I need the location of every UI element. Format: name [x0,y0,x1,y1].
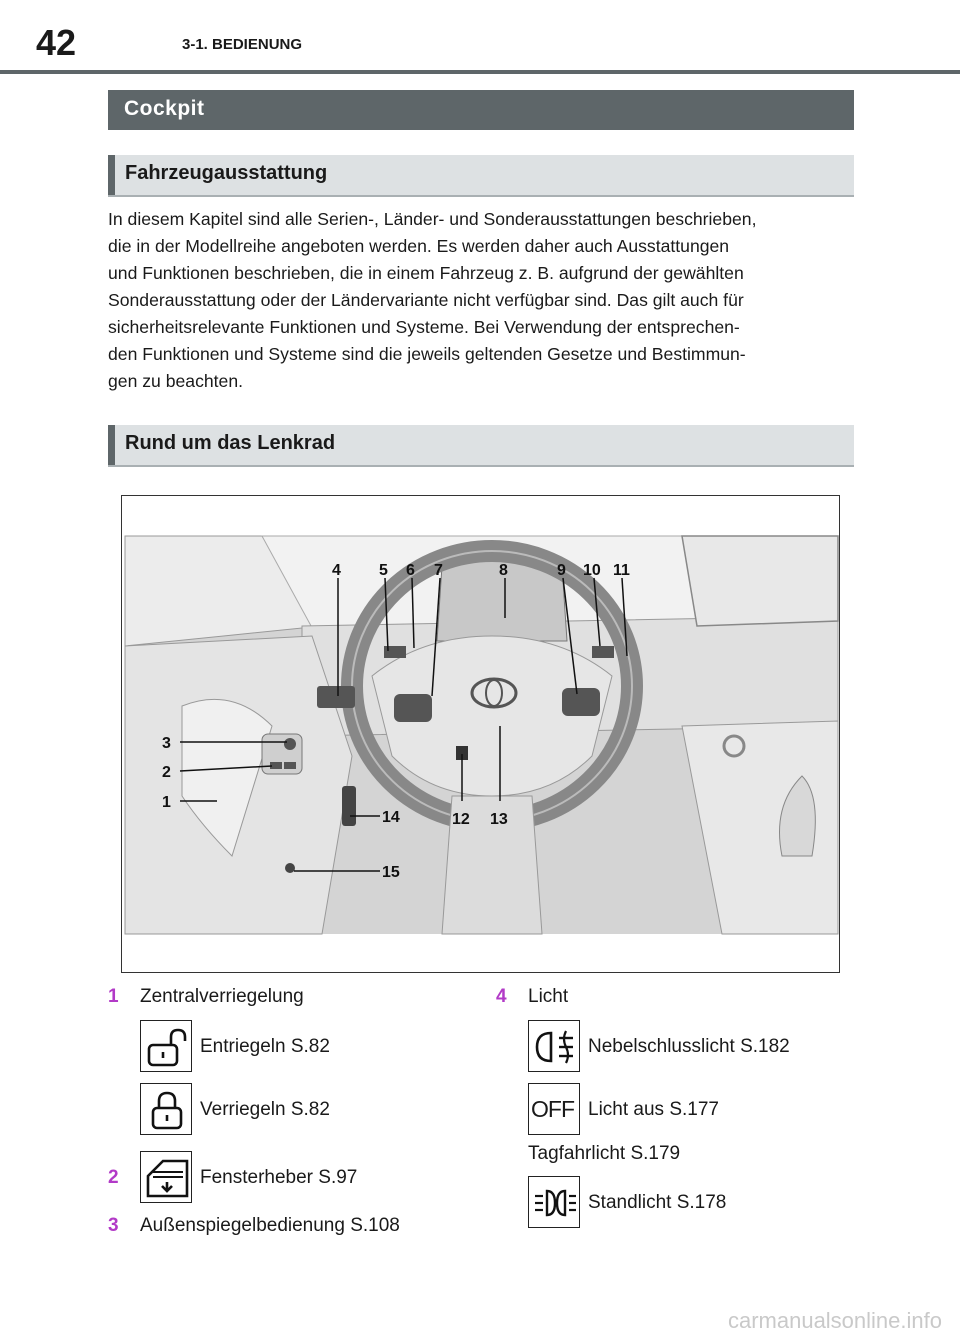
lights-off-label: OFF [531,1096,574,1122]
center-display [682,536,838,626]
watermark: carmanualsonline.info [727,1308,942,1333]
legend-parking-light-text: Standlicht S.178 [588,1192,727,1213]
bonnet-release [342,786,356,826]
right-wheel-buttons [562,688,600,716]
legend-number-1: 1 [108,986,119,1007]
legend-number-3: 3 [108,1215,119,1236]
section-title-cockpit: Cockpit [124,97,205,120]
legend-label-central-locking: Zentralverriegelung [140,986,304,1007]
callout-3: 3 [162,735,171,752]
callout-1: 1 [162,794,171,811]
window-lift-icon [140,1151,192,1203]
legend-number-4: 4 [496,986,507,1007]
unlock-icon [140,1020,192,1072]
section-bar-cockpit [108,90,854,130]
wiper-lever [592,646,614,658]
header-rule [0,70,960,74]
callout-6: 6 [406,562,415,579]
intro-line: den Funktionen und Systeme sind die jeweils geltenden Gesetze und Bestimmun- [108,344,746,364]
intro-line: In diesem Kapitel sind alle Serien-, Länder- und Sonderausstattungen beschrieben, [108,209,757,229]
legend-lock-text: Verriegeln S.82 [200,1099,330,1120]
intro-line: sicherheitsrelevante Funktionen und Systeme. Bei Verwendung der entsprechen- [108,317,740,337]
legend-label-lights: Licht [528,986,569,1007]
legend-daytime-light-text: Tagfahrlicht S.179 [528,1143,681,1164]
light-control [317,686,355,708]
callout-14: 14 [382,809,400,826]
left-wheel-buttons [394,694,432,722]
chapter-title: 3-1. BEDIENUNG [182,36,303,53]
window-switch [284,762,296,769]
callout-5: 5 [379,562,388,579]
callout-9: 9 [557,562,566,579]
legend-mirror-text: Außenspiegelbedienung S.108 [140,1215,400,1236]
callout-4: 4 [332,562,341,579]
legend-number-2: 2 [108,1167,119,1188]
callout-15: 15 [382,864,400,881]
intro-paragraph [108,206,854,395]
intro-line: Sonderausstattung oder der Ländervariante nicht verfügbar sind. Das gilt auch für [108,290,744,310]
page-number: 42 [36,22,77,63]
callout-8: 8 [499,562,508,579]
subsection-bar-equipment [108,155,854,197]
intro-line: und Funktionen beschrieben, die in einem Fahrzeug z. B. aufgrund der gewählten [108,263,744,283]
legend-lights-off-text: Licht aus S.177 [588,1099,719,1120]
legend-window-text: Fensterheber S.97 [200,1167,358,1188]
cockpit-drawing [122,496,840,973]
callout-11: 11 [613,562,630,579]
callout-2: 2 [162,764,171,781]
callout-10: 10 [583,562,601,579]
subsection-title-equipment: Fahrzeugausstattung [125,162,328,184]
lights-off-icon [528,1083,580,1135]
legend-rear-fog-text: Nebelschlusslicht S.182 [588,1036,790,1057]
fuel-flap-release [285,863,295,873]
subsection-bar-steering [108,425,854,467]
lock-icon [140,1083,192,1135]
parking-light-icon [528,1176,580,1228]
callout-13: 13 [490,811,508,828]
rear-fog-light-icon [528,1020,580,1072]
intro-line: gen zu beachten. [108,371,243,391]
mirror-switch [284,738,296,750]
subsection-title-steering: Rund um das Lenkrad [125,432,336,454]
callout-12: 12 [452,811,470,828]
intro-line: die in der Modellreihe angeboten werden. Es werden daher auch Ausstattungen [108,236,730,256]
legend-unlock-text: Entriegeln S.82 [200,1036,330,1057]
cockpit-illustration [121,495,840,973]
callout-7: 7 [434,562,443,579]
